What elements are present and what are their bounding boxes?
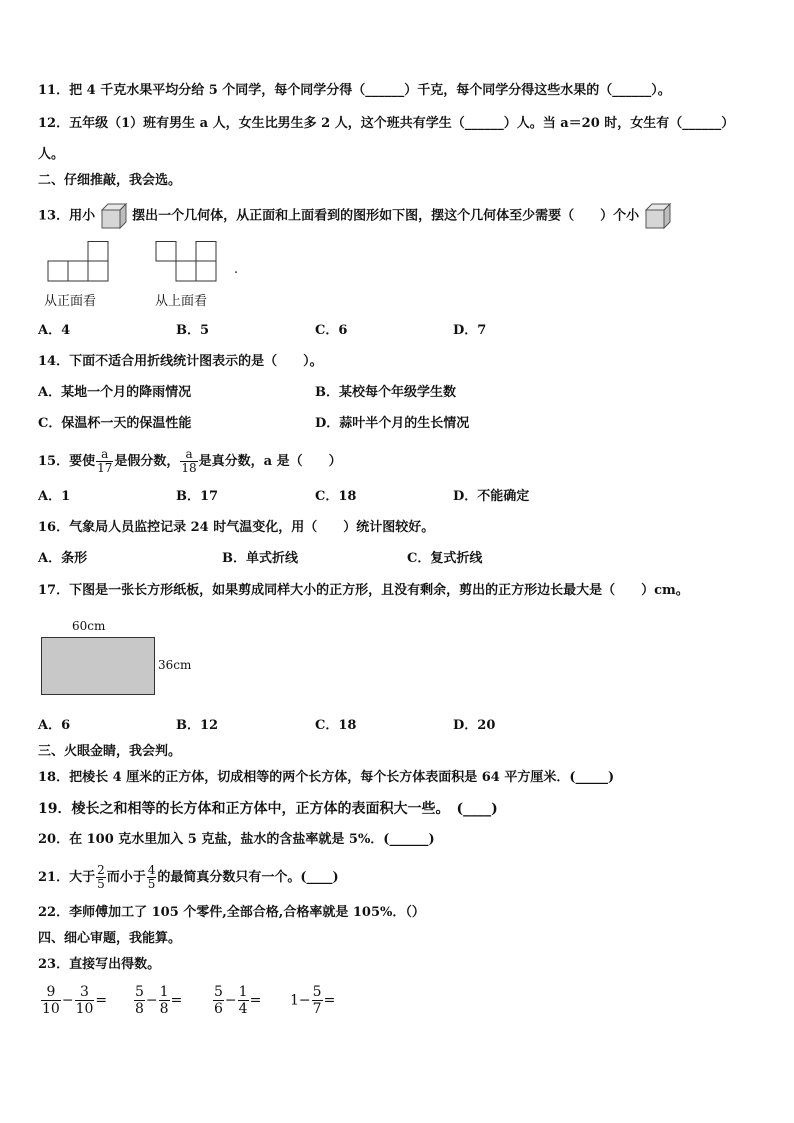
minus-sign: − <box>61 992 74 1009</box>
question-12: 12．五年级（1）班有男生 a 人，女生比男生多 2 人，这个班共有学生（______）人。当 a＝20 时，女生有（______） <box>38 116 735 131</box>
front-view-label: 从正面看 <box>44 294 97 309</box>
fraction <box>312 984 323 1017</box>
equals-sign: = <box>323 992 336 1009</box>
denominator: 8 <box>135 1001 144 1017</box>
fraction <box>159 984 170 1017</box>
denominator: 18 <box>181 461 197 475</box>
question-21-part2: 而小于 <box>106 870 146 885</box>
numerator: 9 <box>41 984 61 1001</box>
fraction-a-over-17 <box>96 448 113 475</box>
question-21-part3: 的最简真分数只有一个。(____) <box>157 870 339 885</box>
fraction-a-over-18 <box>180 448 197 475</box>
question-15 <box>38 448 342 475</box>
denominator: 8 <box>159 1001 169 1017</box>
denominator: 5 <box>147 877 156 891</box>
option-a[interactable]: A．6 <box>38 718 71 733</box>
option-d[interactable]: D．20 <box>453 718 496 733</box>
option-d[interactable]: D．蒜叶半个月的生长情况 <box>315 416 470 431</box>
option-d[interactable]: D．不能确定 <box>453 489 530 504</box>
fraction-4-over-5 <box>147 864 157 891</box>
denominator: 10 <box>42 1001 60 1017</box>
fraction <box>213 984 224 1017</box>
denominator: 10 <box>75 1001 94 1017</box>
calc-item-2 <box>133 984 182 1017</box>
front-view-figure <box>46 241 110 283</box>
top-view-label: 从上面看 <box>155 294 208 309</box>
numerator: 5 <box>214 984 223 1000</box>
question-13 <box>38 202 672 230</box>
option-c[interactable]: C．18 <box>315 718 357 733</box>
top-view-figure <box>154 241 218 283</box>
denominator: 4 <box>238 1001 248 1017</box>
numerator: 3 <box>75 984 95 1001</box>
section-3-heading: 三、火眼金睛，我会判。 <box>38 744 182 759</box>
small-cube-icon <box>644 202 672 230</box>
section-4-heading: 四、细心审题，我能算。 <box>38 931 182 946</box>
equals-sign: = <box>249 992 262 1009</box>
numerator: 1 <box>238 984 248 1000</box>
numerator: 5 <box>312 984 322 1000</box>
numerator: 5 <box>135 984 144 1000</box>
question-20: 20．在 100 克水里加入 5 克盐，盐水的含盐率就是 5%．(______) <box>38 832 435 847</box>
minus-sign: − <box>224 992 237 1009</box>
section-2-heading: 二、仔细推敲，我会选。 <box>38 173 182 188</box>
option-b[interactable]: B．17 <box>176 489 219 504</box>
question-21 <box>38 864 339 891</box>
one-minus: 1− <box>290 992 311 1009</box>
calc-item-1 <box>40 984 107 1017</box>
question-11: 11．把 4 千克水果平均分给 5 个同学，每个同学分得（______）千克，每个同学分得这些水果的（______）。 <box>38 83 671 98</box>
numerator: a <box>180 448 197 462</box>
height-label: 36cm <box>158 658 192 672</box>
width-label: 60cm <box>72 619 106 633</box>
question-12-continued: 人。 <box>38 147 65 162</box>
calc-item-3 <box>212 984 261 1017</box>
option-b[interactable]: B．单式折线 <box>222 551 298 566</box>
fraction <box>238 984 249 1017</box>
option-a[interactable]: A．条形 <box>38 551 88 566</box>
denominator: 5 <box>97 877 105 891</box>
question-15-part2: 是假分数， <box>114 454 180 469</box>
equals-sign: = <box>170 992 183 1009</box>
option-c[interactable]: C．保温杯一天的保温性能 <box>38 416 192 431</box>
question-19: 19．棱长之和相等的长方体和正方体中，正方体的表面积大一些。 (____) <box>38 801 498 817</box>
question-15-part1: 15．要使 <box>38 454 96 469</box>
option-a[interactable]: A．4 <box>38 323 71 338</box>
question-17: 17．下图是一张长方形纸板，如果剪成同样大小的正方形，且没有剩余，剪出的正方形边长最大是（ ）cm。 <box>38 583 689 598</box>
rectangle-cardboard <box>41 637 155 695</box>
question-23: 23．直接写出得数。 <box>38 957 161 972</box>
question-21-part1: 21．大于 <box>38 870 96 885</box>
option-a[interactable]: A．1 <box>38 489 71 504</box>
denominator: 7 <box>312 1001 322 1017</box>
question-15-part3: 是真分数，a 是（ ） <box>198 454 342 469</box>
question-16: 16．气象局人员监控记录 24 时气温变化，用（ ）统计图较好。 <box>38 520 435 535</box>
numerator: 2 <box>97 863 105 877</box>
denominator: 17 <box>97 461 113 475</box>
small-cube-icon <box>100 202 128 230</box>
denominator: 6 <box>214 1001 223 1017</box>
fraction-2-over-5 <box>96 864 106 891</box>
option-b[interactable]: B．12 <box>176 718 219 733</box>
figure-dot: . <box>234 262 239 277</box>
question-22: 22．李师傅加工了 105 个零件,全部合格,合格率就是 105%．（） <box>38 905 425 920</box>
fraction <box>134 984 145 1017</box>
question-18: 18．把棱长 4 厘米的正方体，切成相等的两个长方体，每个长方体表面积是 64 平方厘米．(_____) <box>38 770 615 785</box>
fraction <box>75 984 95 1017</box>
question-14: 14．下面不适合用折线统计图表示的是（ ）。 <box>38 354 323 369</box>
option-d[interactable]: D．7 <box>453 323 487 338</box>
numerator: 4 <box>147 863 156 877</box>
numerator: 1 <box>159 984 169 1000</box>
calc-item-4 <box>290 984 335 1017</box>
option-a[interactable]: A．某地一个月的降雨情况 <box>38 385 192 400</box>
fraction <box>41 984 61 1017</box>
option-b[interactable]: B．5 <box>176 323 210 338</box>
option-c[interactable]: C．6 <box>315 323 348 338</box>
option-c[interactable]: C．复式折线 <box>407 551 483 566</box>
equals-sign: = <box>95 992 108 1009</box>
question-13-part2: 摆出一个几何体，从正面和上面看到的图形如下图，摆这个几何体至少需要（ ）个小 <box>132 208 640 224</box>
minus-sign: − <box>145 992 158 1009</box>
numerator: a <box>96 448 113 462</box>
option-c[interactable]: C．18 <box>315 489 357 504</box>
option-b[interactable]: B．某校每个年级学生数 <box>315 385 456 400</box>
question-13-part1: 13．用小 <box>38 208 96 224</box>
